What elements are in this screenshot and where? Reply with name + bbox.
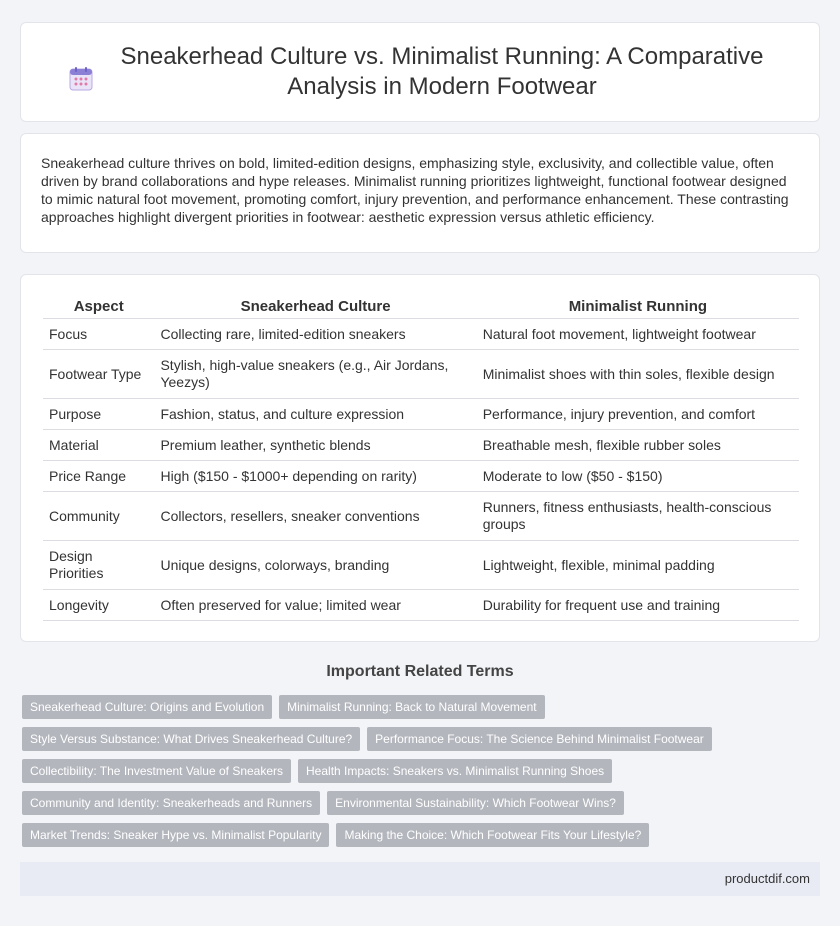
table-row bbox=[43, 492, 799, 541]
related-term-link[interactable]: Environmental Sustainability: Which Footwear Wins? bbox=[327, 791, 624, 815]
row-sneakerhead: Collectors, resellers, sneaker conventions bbox=[154, 492, 476, 541]
table-row bbox=[43, 430, 799, 461]
comparison-table bbox=[43, 295, 799, 621]
row-minimalist: Moderate to low ($50 - $150) bbox=[477, 461, 799, 492]
row-aspect: Footwear Type bbox=[43, 350, 154, 399]
row-minimalist: Durability for frequent use and training bbox=[477, 590, 799, 621]
row-minimalist: Breathable mesh, flexible rubber soles bbox=[477, 430, 799, 461]
related-term-link[interactable]: Minimalist Running: Back to Natural Movement bbox=[279, 695, 544, 719]
related-terms-list bbox=[22, 695, 822, 855]
footer bbox=[20, 862, 820, 896]
row-sneakerhead: Premium leather, synthetic blends bbox=[154, 430, 476, 461]
page-title: Sneakerhead Culture vs. Minimalist Running: A Comparative Analysis in Modern Footwear bbox=[120, 43, 764, 100]
related-term-link[interactable]: Style Versus Substance: What Drives Sneakerhead Culture? bbox=[22, 727, 360, 751]
table-row bbox=[43, 350, 799, 399]
row-sneakerhead: Fashion, status, and culture expression bbox=[154, 399, 476, 430]
intro-card bbox=[20, 133, 820, 253]
table-row bbox=[43, 319, 799, 350]
tag-row bbox=[22, 759, 822, 783]
row-aspect: Design Priorities bbox=[43, 541, 154, 590]
row-sneakerhead: Often preserved for value; limited wear bbox=[154, 590, 476, 621]
calendar-icon bbox=[68, 66, 94, 92]
tag-row bbox=[22, 695, 822, 719]
row-aspect: Longevity bbox=[43, 590, 154, 621]
title-wrap bbox=[68, 42, 772, 102]
table-header-row bbox=[43, 295, 799, 319]
comparison-card bbox=[20, 274, 820, 642]
row-minimalist: Minimalist shoes with thin soles, flexible design bbox=[477, 350, 799, 399]
related-term-link[interactable]: Health Impacts: Sneakers vs. Minimalist Running Shoes bbox=[298, 759, 612, 783]
table-row bbox=[43, 461, 799, 492]
header-card bbox=[20, 22, 820, 122]
header-minimalist: Minimalist Running bbox=[477, 295, 799, 319]
related-term-link[interactable]: Community and Identity: Sneakerheads and Runners bbox=[22, 791, 320, 815]
row-aspect: Price Range bbox=[43, 461, 154, 492]
row-aspect: Purpose bbox=[43, 399, 154, 430]
row-sneakerhead: Unique designs, colorways, branding bbox=[154, 541, 476, 590]
table-row bbox=[43, 590, 799, 621]
row-aspect: Community bbox=[43, 492, 154, 541]
table-row bbox=[43, 399, 799, 430]
row-aspect: Focus bbox=[43, 319, 154, 350]
related-term-link[interactable]: Making the Choice: Which Footwear Fits Your Lifestyle? bbox=[336, 823, 649, 847]
row-aspect: Material bbox=[43, 430, 154, 461]
tag-row bbox=[22, 791, 822, 815]
row-minimalist: Runners, fitness enthusiasts, health-conscious groups bbox=[477, 492, 799, 541]
tag-row bbox=[22, 823, 822, 847]
related-term-link[interactable]: Market Trends: Sneaker Hype vs. Minimalist Popularity bbox=[22, 823, 329, 847]
row-sneakerhead: Collecting rare, limited-edition sneakers bbox=[154, 319, 476, 350]
related-term-link[interactable]: Performance Focus: The Science Behind Minimalist Footwear bbox=[367, 727, 712, 751]
footer-site-link[interactable]: productdif.com bbox=[724, 871, 810, 886]
intro-paragraph: Sneakerhead culture thrives on bold, limited-edition designs, emphasizing style, exclusivity, and collectible value, often driven by brand collaborations and hype releases. Minimalist running prioritizes lightweight, functional footwear designed to mimic natural foot movement, promoting comfort, injury prevention, and performance enhancement. These contrasting approaches highlight divergent priorities in footwear: aesthetic expression versus athletic efficiency. bbox=[41, 155, 789, 225]
related-terms-title: Important Related Terms bbox=[326, 663, 514, 680]
related-term-link[interactable]: Sneakerhead Culture: Origins and Evolution bbox=[22, 695, 272, 719]
row-minimalist: Lightweight, flexible, minimal padding bbox=[477, 541, 799, 590]
header-sneakerhead: Sneakerhead Culture bbox=[154, 295, 476, 319]
row-sneakerhead: Stylish, high-value sneakers (e.g., Air Jordans, Yeezys) bbox=[154, 350, 476, 399]
row-minimalist: Natural foot movement, lightweight footwear bbox=[477, 319, 799, 350]
tag-row bbox=[22, 727, 822, 751]
table-row bbox=[43, 541, 799, 590]
row-minimalist: Performance, injury prevention, and comfort bbox=[477, 399, 799, 430]
related-term-link[interactable]: Collectibility: The Investment Value of Sneakers bbox=[22, 759, 291, 783]
row-sneakerhead: High ($150 - $1000+ depending on rarity) bbox=[154, 461, 476, 492]
header-aspect: Aspect bbox=[43, 295, 154, 319]
